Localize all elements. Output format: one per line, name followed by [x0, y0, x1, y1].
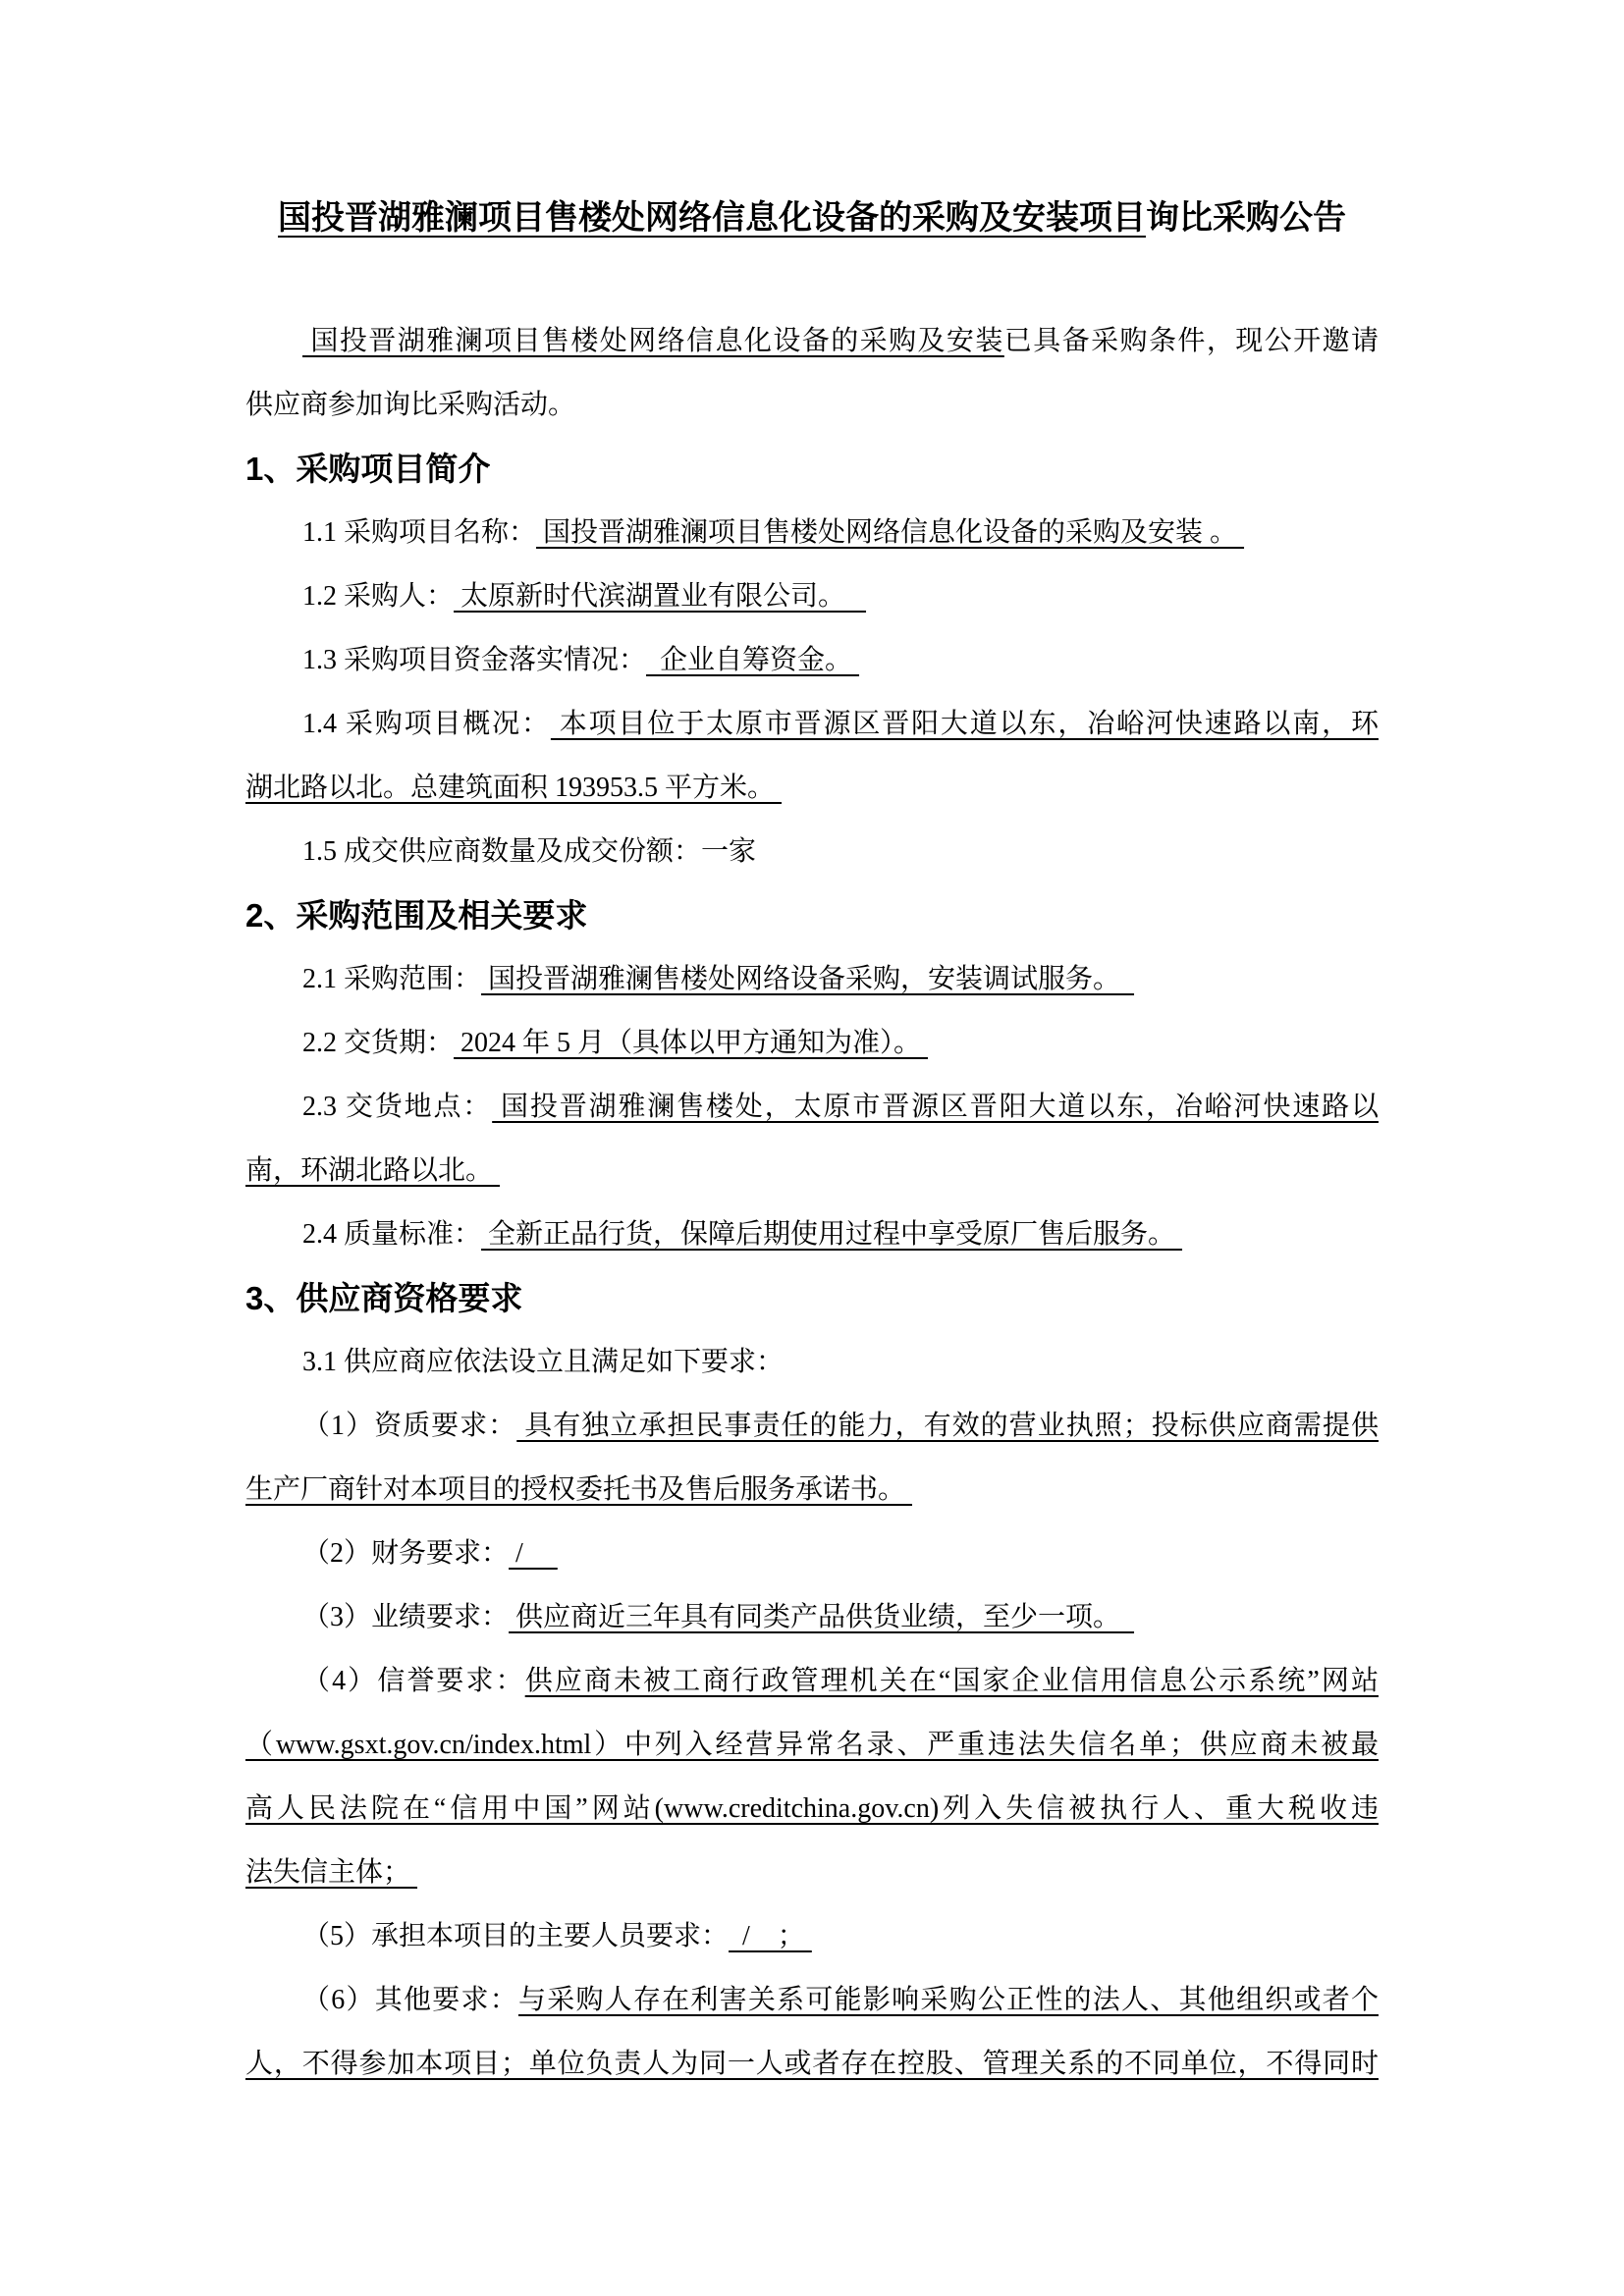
underlined-text: 太原新时代滨湖置业有限公司。	[454, 581, 867, 612]
section-heading	[245, 437, 1379, 501]
underlined-text: / ；	[729, 1921, 812, 1951]
underlined-text: 具有独立承担民事责任的能力，有效的营业执照；投标供应商需提供	[516, 1411, 1379, 1441]
plain-text: 1.1 采购项目名称：	[302, 517, 537, 548]
plain-text: （6）其他要求：	[302, 1985, 518, 2015]
text-line	[245, 501, 1379, 564]
underlined-text: 法失信主体；	[245, 1857, 418, 1888]
plain-text: 3.1 供应商应依法设立且满足如下要求：	[302, 1347, 785, 1377]
underlined-text: 全新正品行货，保障后期使用过程中享受原厂售后服务。	[481, 1219, 1183, 1250]
plain-text: 1.2 采购人：	[302, 581, 455, 612]
text-line	[245, 1841, 1379, 1904]
underlined-text: 国投晋湖雅澜项目售楼处网络信息化设备的采购及安装	[302, 326, 1004, 356]
underlined-text: 供应商近三年具有同类产品供货业绩，至少一项。	[509, 1602, 1135, 1632]
underlined-text: 人，不得参加本项目；单位负责人为同一人或者存在控股、管理关系的不同单位，不得同时	[245, 2049, 1379, 2079]
plain-text: 2.4 质量标准：	[302, 1219, 482, 1250]
document-title	[245, 187, 1379, 250]
text-line	[245, 1777, 1379, 1841]
text-line	[245, 1904, 1379, 1968]
text-line	[245, 2032, 1379, 2096]
underlined-text: 国投晋湖雅澜售楼处网络设备采购，安装调试服务。	[481, 964, 1135, 994]
plain-text: 1.5 成交供应商数量及成交份额：一家	[302, 836, 757, 867]
text-line	[245, 1330, 1379, 1394]
text-line	[245, 1011, 1379, 1075]
plain-text: 2、采购范围及相关要求	[245, 897, 588, 934]
underlined-text: 国投晋湖雅澜项目售楼处网络信息化设备的采购及安装 。	[536, 517, 1245, 548]
underlined-text: 南，环湖北路以北。	[245, 1155, 501, 1186]
text-line	[245, 820, 1379, 883]
plain-text: （4）信誉要求：	[302, 1666, 525, 1696]
underlined-text: 与采购人存在利害关系可能影响采购公正性的法人、其他组织或者个	[517, 1985, 1379, 2015]
plain-text: 2.2 交货期：	[302, 1028, 455, 1058]
document-title-plain: 询比采购公告	[1146, 200, 1346, 237]
section-heading	[245, 1266, 1379, 1330]
plain-text: 1、采购项目简介	[245, 451, 491, 487]
underlined-text: （www.gsxt.gov.cn/index.html）中列入经营异常名录、严重违法失信名单；供应商未被最	[245, 1730, 1379, 1760]
plain-text: 已具备采购条件，现公开邀请	[1003, 326, 1379, 356]
text-line	[245, 1075, 1379, 1139]
text-line	[245, 1139, 1379, 1202]
underlined-text: 2024 年 5 月（具体以甲方通知为准）。	[454, 1028, 929, 1058]
underlined-text: 湖北路以北。总建筑面积 193953.5 平方米。	[245, 773, 783, 803]
text-line	[245, 1713, 1379, 1777]
underlined-text: 生产厂商针对本项目的授权委托书及售后服务承诺书。	[245, 1474, 913, 1505]
section-heading	[245, 883, 1379, 947]
text-line	[245, 628, 1379, 692]
plain-text: （3）业绩要求：	[302, 1602, 510, 1632]
text-line	[245, 564, 1379, 628]
text-line	[245, 1585, 1379, 1649]
plain-text: 3、供应商资格要求	[245, 1280, 523, 1316]
underlined-text: /	[509, 1538, 558, 1569]
underlined-text: 国投晋湖雅澜售楼处，太原市晋源区晋阳大道以东，冶峪河快速路以	[492, 1092, 1379, 1122]
text-line	[245, 692, 1379, 756]
text-line	[245, 309, 1379, 373]
plain-text: （5）承担本项目的主要人员要求：	[302, 1921, 730, 1951]
text-line	[245, 1458, 1379, 1522]
text-line	[245, 947, 1379, 1011]
text-line	[245, 1649, 1379, 1713]
document-title-underlined: 国投晋湖雅澜项目售楼处网络信息化设备的采购及安装项目	[278, 200, 1146, 237]
plain-text: 2.3 交货地点：	[302, 1092, 493, 1122]
plain-text: 2.1 采购范围：	[302, 964, 482, 994]
underlined-text: 本项目位于太原市晋源区晋阳大道以东，冶峪河快速路以南，环	[550, 709, 1379, 739]
underlined-text: 高人民法院在“信用中国”网站(www.creditchina.gov.cn)列入失信被执行人、重大税收违	[245, 1793, 1379, 1824]
plain-text: 供应商参加询比采购活动。	[245, 390, 576, 420]
plain-text: （1）资质要求：	[302, 1411, 517, 1441]
text-line	[245, 1522, 1379, 1585]
text-line	[245, 1202, 1379, 1266]
text-line	[245, 756, 1379, 820]
text-line	[245, 1394, 1379, 1458]
text-line	[245, 1968, 1379, 2032]
text-line	[245, 373, 1379, 437]
document-lines	[245, 309, 1379, 2096]
underlined-text: 供应商未被工商行政管理机关在“国家企业信用信息公示系统”网站	[524, 1666, 1379, 1696]
underlined-text: 企业自筹资金。	[646, 645, 860, 675]
plain-text: 1.4 采购项目概况：	[302, 709, 551, 739]
document-content	[245, 187, 1379, 2096]
plain-text: 1.3 采购项目资金落实情况：	[302, 645, 647, 675]
plain-text: （2）财务要求：	[302, 1538, 510, 1569]
